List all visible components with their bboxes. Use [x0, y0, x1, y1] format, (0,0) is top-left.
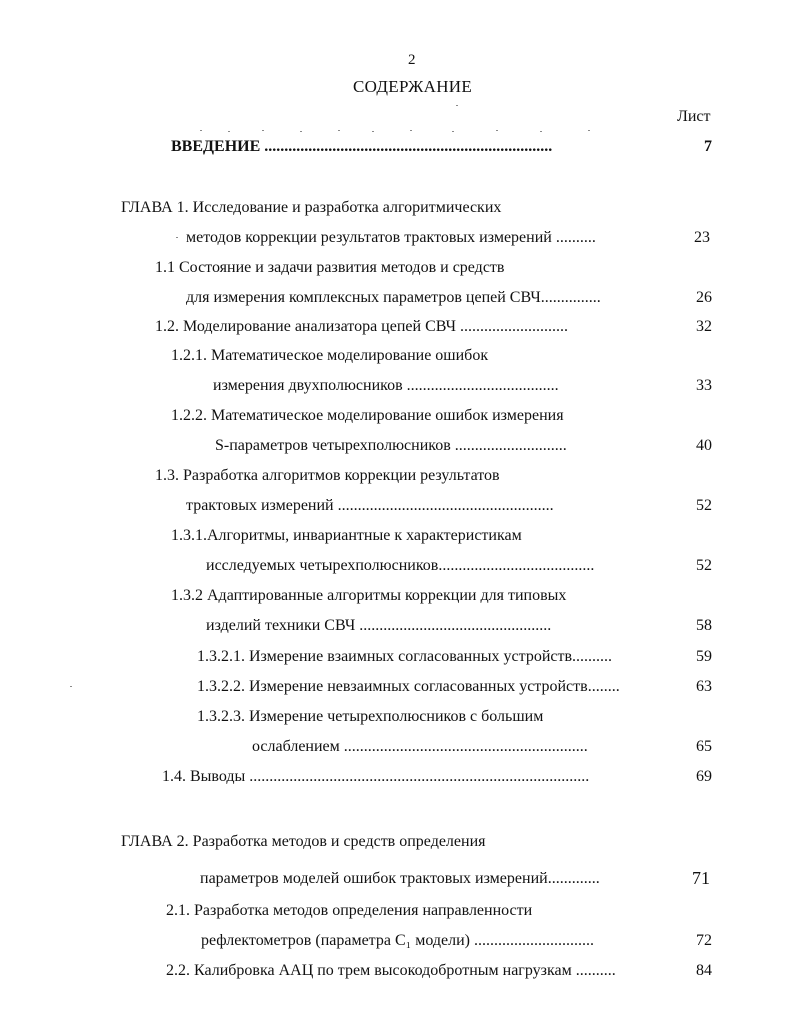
toc-entry-title-line: 1.2. Моделирование анализатора цепей СВЧ ........................... [155, 318, 569, 335]
toc-entry-page: 23 [694, 229, 710, 246]
toc-entry-title-line: 1.3.2.2. Измерение невзаимных согласованных устройств........ [197, 678, 620, 695]
toc-entry-title-line: рефлектометров (параметра C₁ модели) .............................. [201, 932, 594, 949]
page-title: СОДЕРЖАНИЕ [353, 77, 473, 96]
toc-entry-page: 71 [692, 868, 710, 888]
toc-entry-title-line: параметров моделей ошибок трактовых измерений............. [200, 870, 600, 887]
toc-entry-page: 58 [696, 617, 712, 634]
toc-entry-title-line: 1.2.2. Математическое моделирование ошибок измерения [171, 407, 564, 424]
toc-entry-page: 72 [696, 932, 712, 949]
toc-entry-page: 63 [696, 678, 712, 695]
toc-entry-title-line: 1.4. Выводы ..................................................................................... [162, 768, 590, 785]
toc-entry-title-line: 1.3.2 Адаптированные алгоритмы коррекции для типовых [171, 587, 567, 604]
toc-entry-page: 52 [696, 557, 712, 574]
toc-entry-title-line: трактовых измерений ...................................................... [186, 497, 554, 514]
toc-entry-page: 7 [704, 138, 712, 155]
toc-entry-page: 40 [696, 437, 712, 454]
toc-entry-title-line: 1.3. Разработка алгоритмов коррекции результатов [155, 467, 500, 484]
toc-entry-title-line: 2.2. Калибровка ААЦ по трем высокодобротным нагрузкам .......... [166, 962, 616, 979]
page-number: 2 [408, 52, 416, 68]
toc-entry-title-line: 1.3.1.Алгоритмы, инвариантные к характеристикам [171, 527, 522, 544]
toc-entry-page: 26 [696, 289, 712, 306]
toc-entry-title-line: 1.3.2.1. Измерение взаимных согласованных устройств.......... [197, 648, 613, 665]
toc-entry-title-line: 1.1 Состояние и задачи развития методов и средств [155, 259, 505, 276]
toc-entry-page: 69 [696, 768, 712, 785]
toc-entry-title-line: изделий техники СВЧ ................................................ [206, 617, 552, 634]
toc-entry-title-line: S-параметров четырехполюсников ............................ [215, 437, 567, 454]
toc-entry-page: 33 [696, 377, 712, 394]
toc-entry-page: 59 [696, 648, 712, 665]
column-label-list: Лист [677, 108, 711, 125]
toc-entry-page: 84 [696, 962, 712, 979]
toc-entry-page: 32 [696, 318, 712, 335]
toc-entry-title-line: исследуемых четырехполюсников....................................... [206, 557, 595, 574]
toc-entry-title-line: ВВЕДЕНИЕ ........................................................................ [171, 138, 553, 155]
toc-entry-title-line: методов коррекции результатов трактовых измерений .......... [186, 229, 596, 246]
toc-entry-page: 52 [696, 497, 712, 514]
toc-entry-title-line: измерения двухполюсников ...................................... [213, 377, 559, 394]
toc-entry-title-line: 2.1. Разработка методов определения направленности [166, 902, 533, 919]
toc-entry-title-line: 1.3.2.3. Измерение четырехполюсников с большим [197, 708, 544, 725]
toc-entry-title-line: 1.2.1. Математическое моделирование ошибок [171, 347, 489, 364]
toc-entry-title-line: ГЛАВА 1. Исследование и разработка алгоритмических [121, 199, 502, 216]
toc-entry-title-line: для измерения комплексных параметров цепей СВЧ............... [186, 289, 601, 306]
toc-entry-page: 65 [696, 738, 712, 755]
toc-entry-title-line: ГЛАВА 2. Разработка методов и средств определения [121, 833, 486, 850]
toc-entry-title-line: ослаблением ............................................................. [252, 738, 588, 755]
